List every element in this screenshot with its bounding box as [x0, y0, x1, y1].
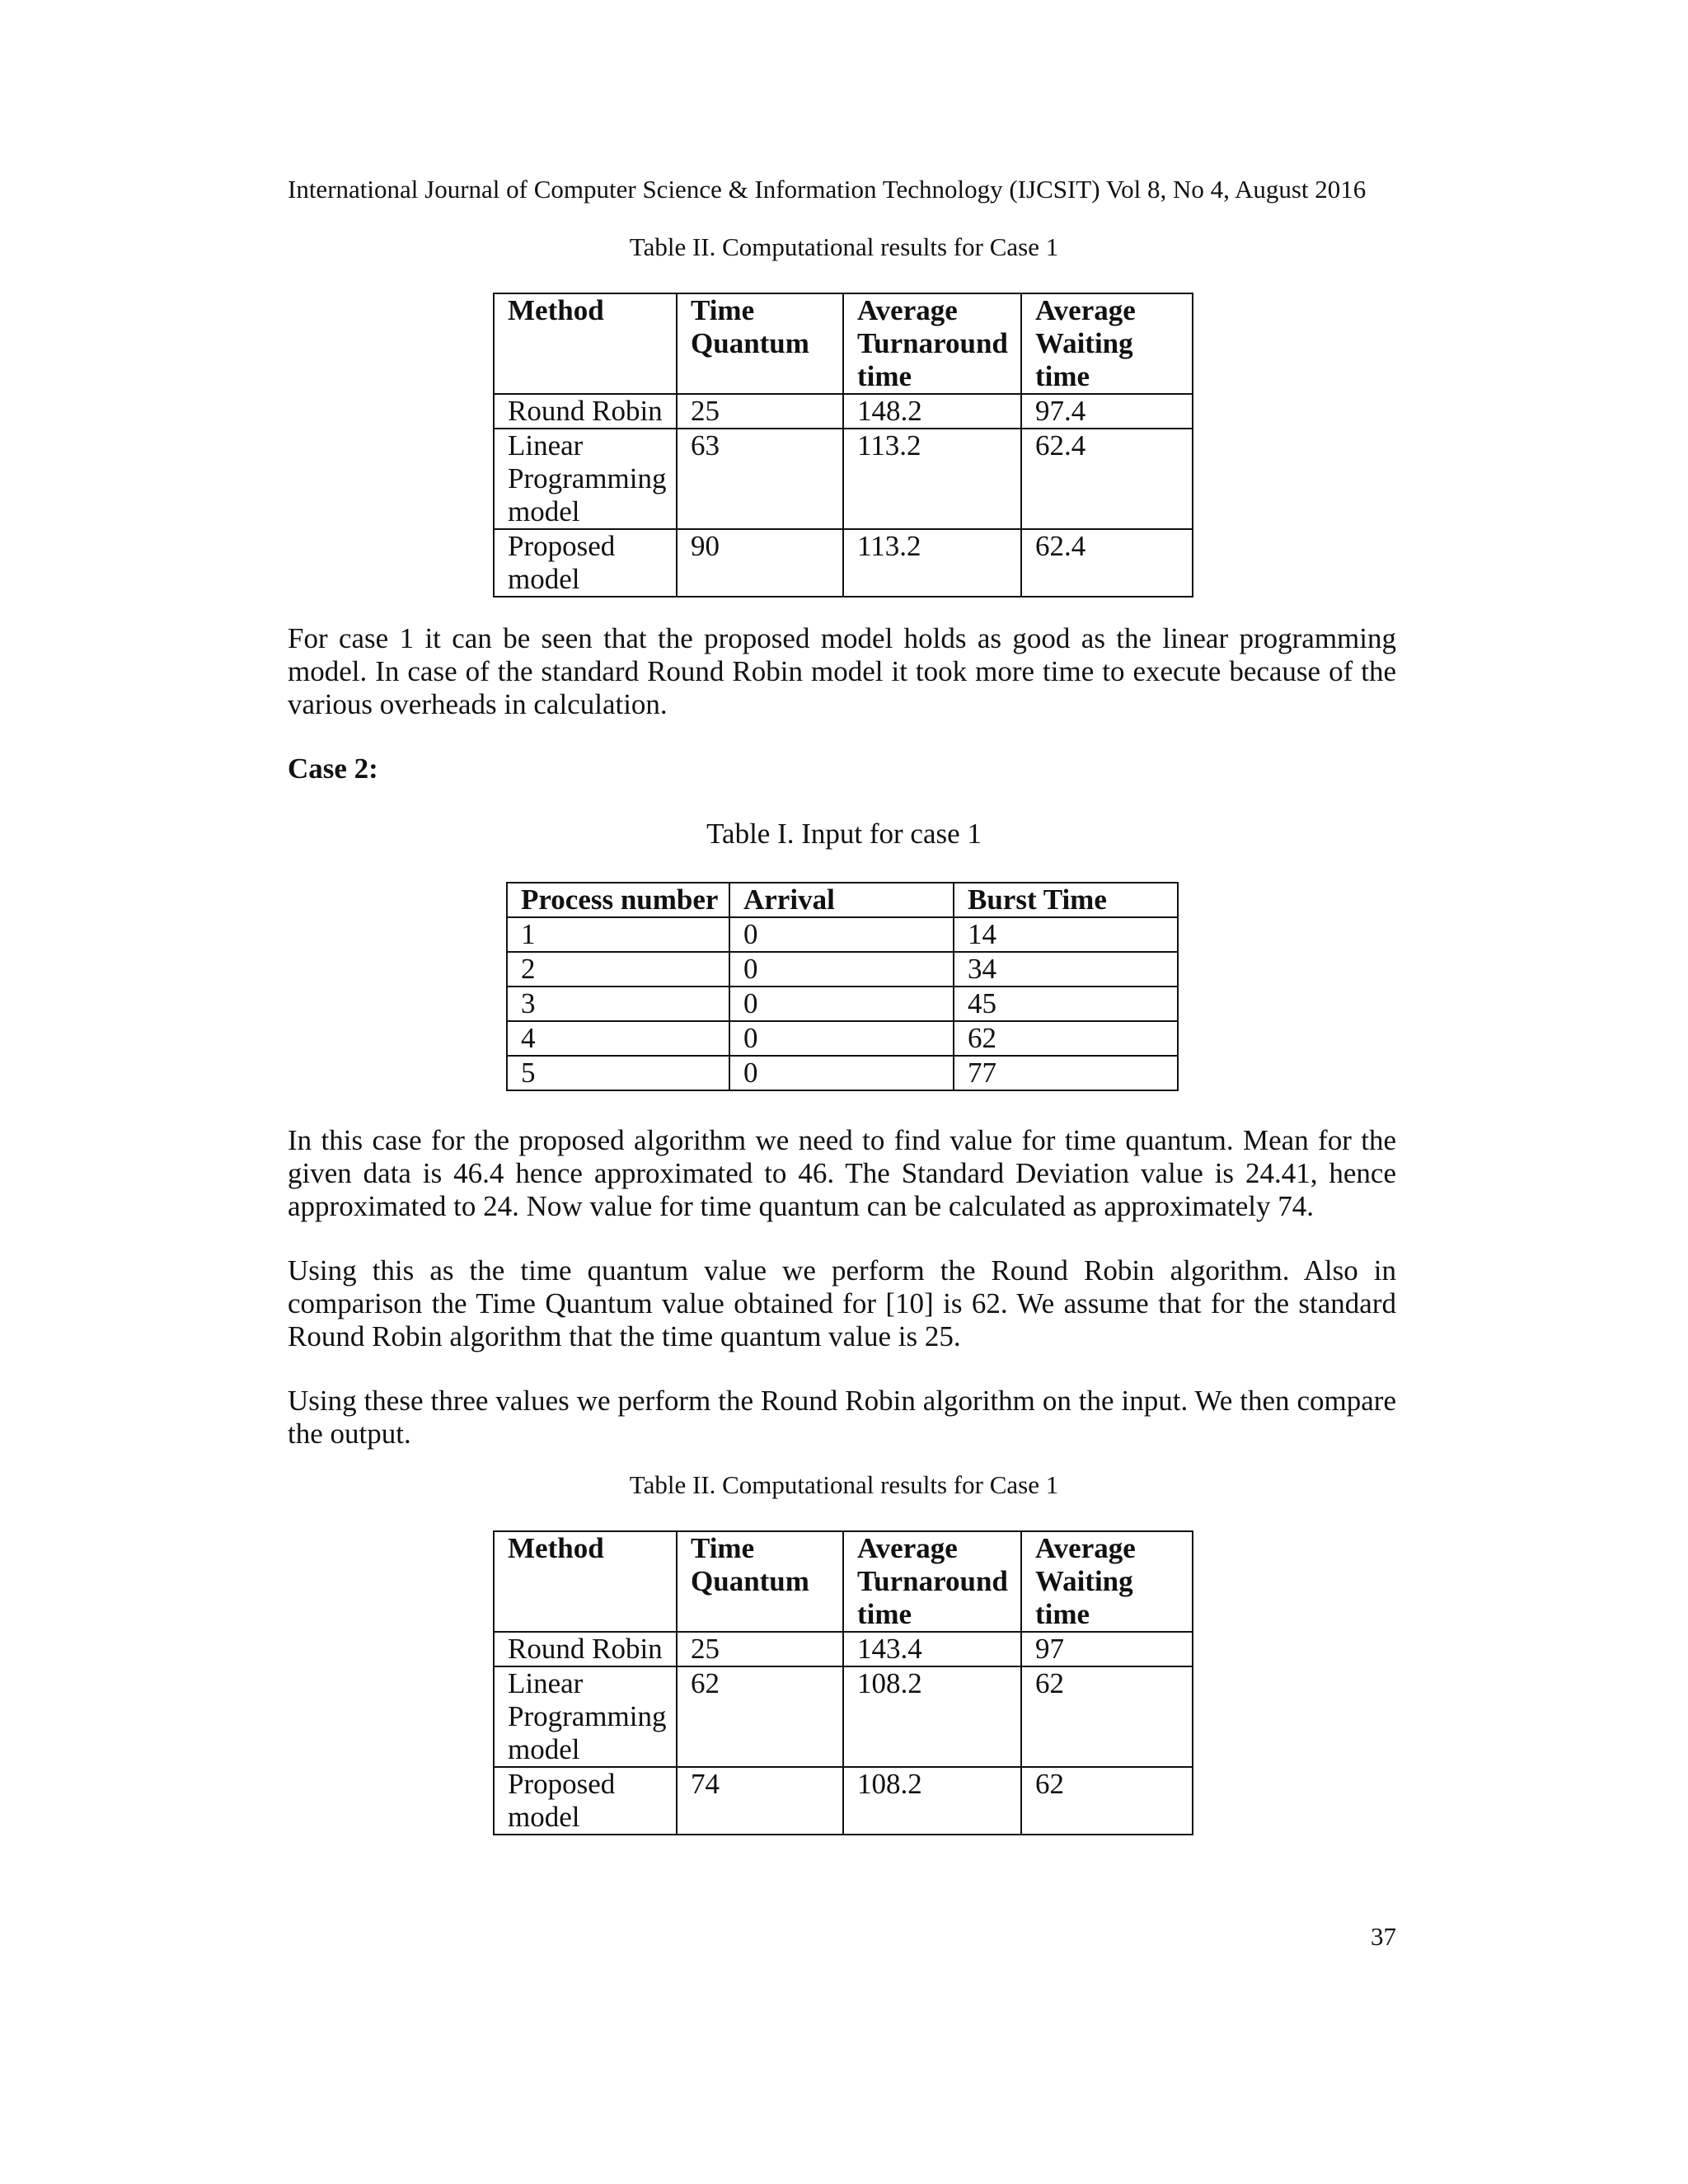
table-cell: 148.2 [843, 394, 1021, 429]
table-cell: 62.4 [1021, 429, 1193, 529]
column-header: Average Waiting time [1021, 1531, 1193, 1632]
table-cell: 0 [729, 1021, 954, 1056]
column-header: Average Turnaround time [843, 293, 1021, 394]
table-cell: 34 [954, 952, 1178, 987]
table-row [507, 917, 1178, 952]
case2-heading: Case 2: [288, 752, 378, 785]
column-header: Time Quantum [677, 293, 843, 394]
table-cell: 1 [507, 917, 729, 952]
table-bottom-caption: Table II. Computational results for Case 1 [629, 1470, 1059, 1499]
table-cell: 0 [729, 1056, 954, 1090]
table-row [494, 1632, 1193, 1666]
column-header: Process number [507, 883, 729, 917]
table-cell: Linear Programming model [494, 429, 677, 529]
column-header: Arrival [729, 883, 954, 917]
table-cell: 5 [507, 1056, 729, 1090]
table-cell: 108.2 [843, 1666, 1021, 1767]
table-cell: 14 [954, 917, 1178, 952]
table-cell: 108.2 [843, 1767, 1021, 1835]
table-cell: 45 [954, 987, 1178, 1021]
table-cell: 113.2 [843, 529, 1021, 597]
table-cell: Round Robin [494, 394, 677, 429]
table-header-row [494, 293, 1193, 394]
table-cell: 62 [954, 1021, 1178, 1056]
table-cell: 0 [729, 952, 954, 987]
table-cell: 2 [507, 952, 729, 987]
table-cell: 0 [729, 987, 954, 1021]
column-header: Average Turnaround time [843, 1531, 1021, 1632]
table-row [494, 1767, 1193, 1835]
input-table-case2 [506, 882, 1179, 1091]
paragraph-time-quantum: In this case for the proposed algorithm we need to find value for time quantum. Mean for the given data is 46.4 hence approximated to 46. The Standard Deviation value is 24.41, hence approximated to 24. Now value for time quantum can be calculated as approximately 74. [288, 1124, 1396, 1222]
table-cell: 25 [677, 1632, 843, 1666]
table-cell: 62 [1021, 1666, 1193, 1767]
table-row [494, 429, 1193, 529]
table-header-row [494, 1531, 1193, 1632]
page-number: 37 [1371, 1922, 1396, 1951]
table-top-caption: Table II. Computational results for Case 1 [629, 232, 1059, 261]
table-cell: 143.4 [843, 1632, 1021, 1666]
column-header: Time Quantum [677, 1531, 843, 1632]
table-cell: 0 [729, 917, 954, 952]
table-cell: 62.4 [1021, 529, 1193, 597]
table-cell: 3 [507, 987, 729, 1021]
table-row [494, 394, 1193, 429]
table-cell: 90 [677, 529, 843, 597]
table-cell: 97.4 [1021, 394, 1193, 429]
table-row [507, 952, 1178, 987]
table-cell: 25 [677, 394, 843, 429]
table-cell: Round Robin [494, 1632, 677, 1666]
table-cell: Proposed model [494, 1767, 677, 1835]
results-table-case1 [493, 293, 1193, 598]
table-cell: Linear Programming model [494, 1666, 677, 1767]
table-cell: 113.2 [843, 429, 1021, 529]
column-header: Method [494, 293, 677, 394]
table-header-row [507, 883, 1178, 917]
journal-header: International Journal of Computer Science & Information Technology (IJCSIT) Vol 8, No 4, August 2016 [288, 175, 1367, 204]
column-header: Average Waiting time [1021, 293, 1193, 394]
table-cell: 62 [1021, 1767, 1193, 1835]
table-cell: 63 [677, 429, 843, 529]
paragraph-case1-discussion: For case 1 it can be seen that the proposed model holds as good as the linear programming model. In case of the standard Round Robin model it took more time to execute because of the various overheads in calculation. [288, 622, 1396, 720]
table-row [507, 1056, 1178, 1090]
column-header: Burst Time [954, 883, 1178, 917]
table-row [507, 987, 1178, 1021]
paragraph-comparison: Using this as the time quantum value we perform the Round Robin algorithm. Also in comparison the Time Quantum value obtained for [10] is 62. We assume that for the standard Round Robin algorithm that the time quantum value is 25. [288, 1254, 1396, 1352]
table-cell: 74 [677, 1767, 843, 1835]
table-cell: Proposed model [494, 529, 677, 597]
table-row [494, 529, 1193, 597]
results-table-case2 [493, 1530, 1193, 1835]
table-row [507, 1021, 1178, 1056]
table-input-caption: Table I. Input for case 1 [706, 818, 982, 850]
table-cell: 77 [954, 1056, 1178, 1090]
column-header: Method [494, 1531, 677, 1632]
table-cell: 62 [677, 1666, 843, 1767]
table-cell: 97 [1021, 1632, 1193, 1666]
paragraph-output: Using these three values we perform the Round Robin algorithm on the input. We then compare the output. [288, 1385, 1396, 1450]
table-row [494, 1666, 1193, 1767]
table-cell: 4 [507, 1021, 729, 1056]
